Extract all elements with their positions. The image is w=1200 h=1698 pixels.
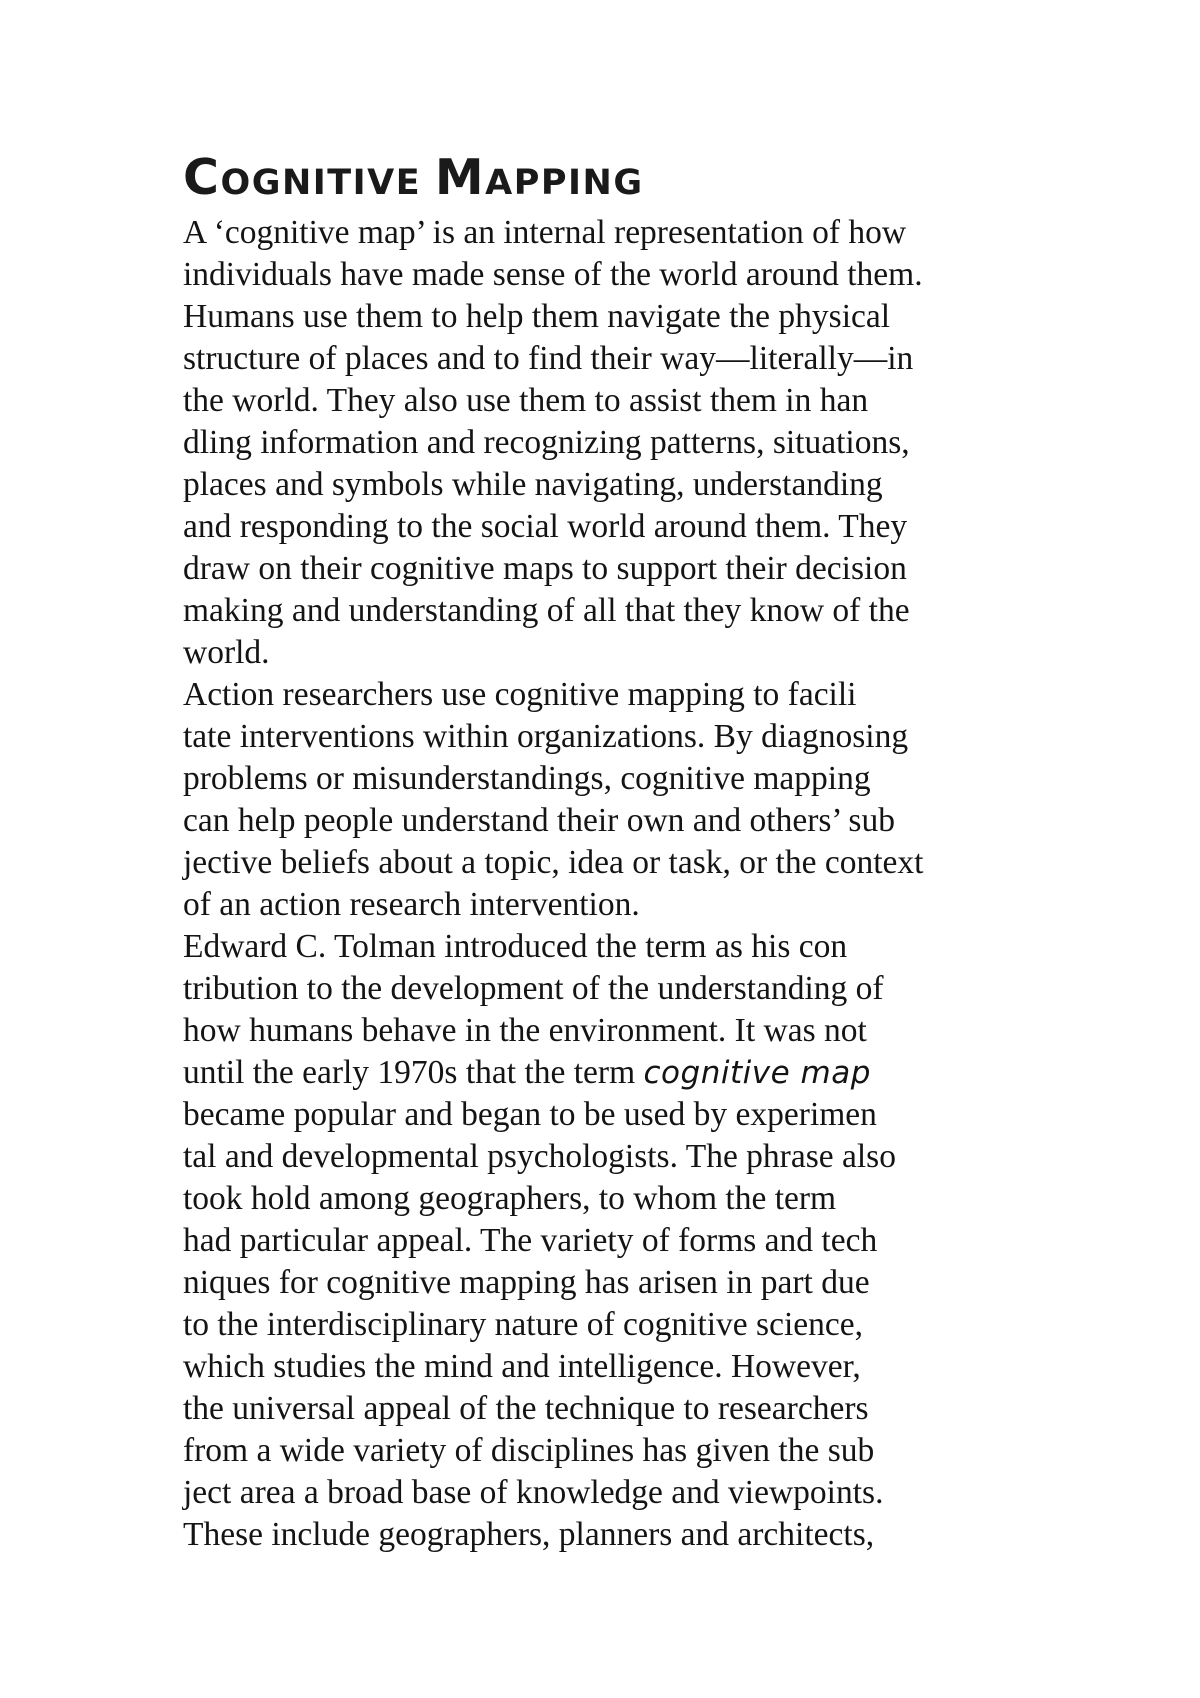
- term-cognitive-map: cognitive map: [643, 1055, 871, 1091]
- text-line: tribution to the development of the understanding of: [183, 970, 884, 1007]
- text-line: jective beliefs about a topic, idea or task, or the context: [183, 844, 924, 881]
- heading-initial-c: C: [183, 149, 221, 206]
- text-line: can help people understand their own and others’ sub: [183, 802, 895, 839]
- page-content: [183, 150, 1043, 1556]
- text-line: Action researchers use cognitive mapping to facili: [183, 676, 857, 713]
- text-line: the universal appeal of the technique to researchers: [183, 1390, 869, 1427]
- text-line: and responding to the social world around them. They: [183, 508, 908, 545]
- paragraph-2: [183, 674, 1043, 926]
- text-line: from a wide variety of disciplines has given the sub: [183, 1432, 875, 1469]
- section-heading: [183, 150, 1043, 206]
- text-line: A ‘cognitive map’ is an internal representation of how: [183, 214, 907, 251]
- text-line-with-term: [183, 1052, 1043, 1094]
- text-line: niques for cognitive mapping has arisen in part due: [183, 1264, 870, 1301]
- text-line: became popular and began to be used by experimen: [183, 1096, 877, 1133]
- term-line-prefix: until the early 1970s that the term: [183, 1054, 644, 1091]
- heading-word-2-rest: APPING: [485, 163, 644, 203]
- text-line: making and understanding of all that they know of the: [183, 592, 910, 629]
- text-line: of an action research intervention.: [183, 886, 640, 923]
- heading-word-1-rest: OGNITIVE: [220, 163, 422, 203]
- text-line: draw on their cognitive maps to support their decision: [183, 550, 907, 587]
- text-line: individuals have made sense of the world around them.: [183, 256, 923, 293]
- body-text: [183, 212, 1043, 1556]
- text-line: had particular appeal. The variety of forms and tech: [183, 1222, 878, 1259]
- text-line: the world. They also use them to assist them in han: [183, 382, 869, 419]
- text-line: Humans use them to help them navigate the physical: [183, 298, 891, 335]
- text-line: took hold among geographers, to whom the term: [183, 1180, 837, 1217]
- text-line: which studies the mind and intelligence. However,: [183, 1348, 861, 1385]
- text-line: world.: [183, 634, 270, 671]
- text-line: how humans behave in the environment. It was not: [183, 1012, 867, 1049]
- paragraph-3: [183, 926, 1043, 1556]
- text-line: problems or misunderstandings, cognitive mapping: [183, 760, 871, 797]
- text-line: Edward C. Tolman introduced the term as his con: [183, 928, 848, 965]
- text-line: tal and developmental psychologists. The phrase also: [183, 1138, 896, 1175]
- text-line: places and symbols while navigating, understanding: [183, 466, 883, 503]
- text-line: structure of places and to find their way—literally—in: [183, 340, 914, 377]
- heading-initial-m: M: [434, 149, 486, 206]
- text-line: ject area a broad base of knowledge and viewpoints.: [183, 1474, 884, 1511]
- text-line: tate interventions within organizations. By diagnosing: [183, 718, 909, 755]
- paragraph-1: [183, 212, 1043, 674]
- text-line: These include geographers, planners and architects,: [183, 1516, 875, 1553]
- text-line: dling information and recognizing patterns, situations,: [183, 424, 910, 461]
- text-line: to the interdisciplinary nature of cognitive science,: [183, 1306, 863, 1343]
